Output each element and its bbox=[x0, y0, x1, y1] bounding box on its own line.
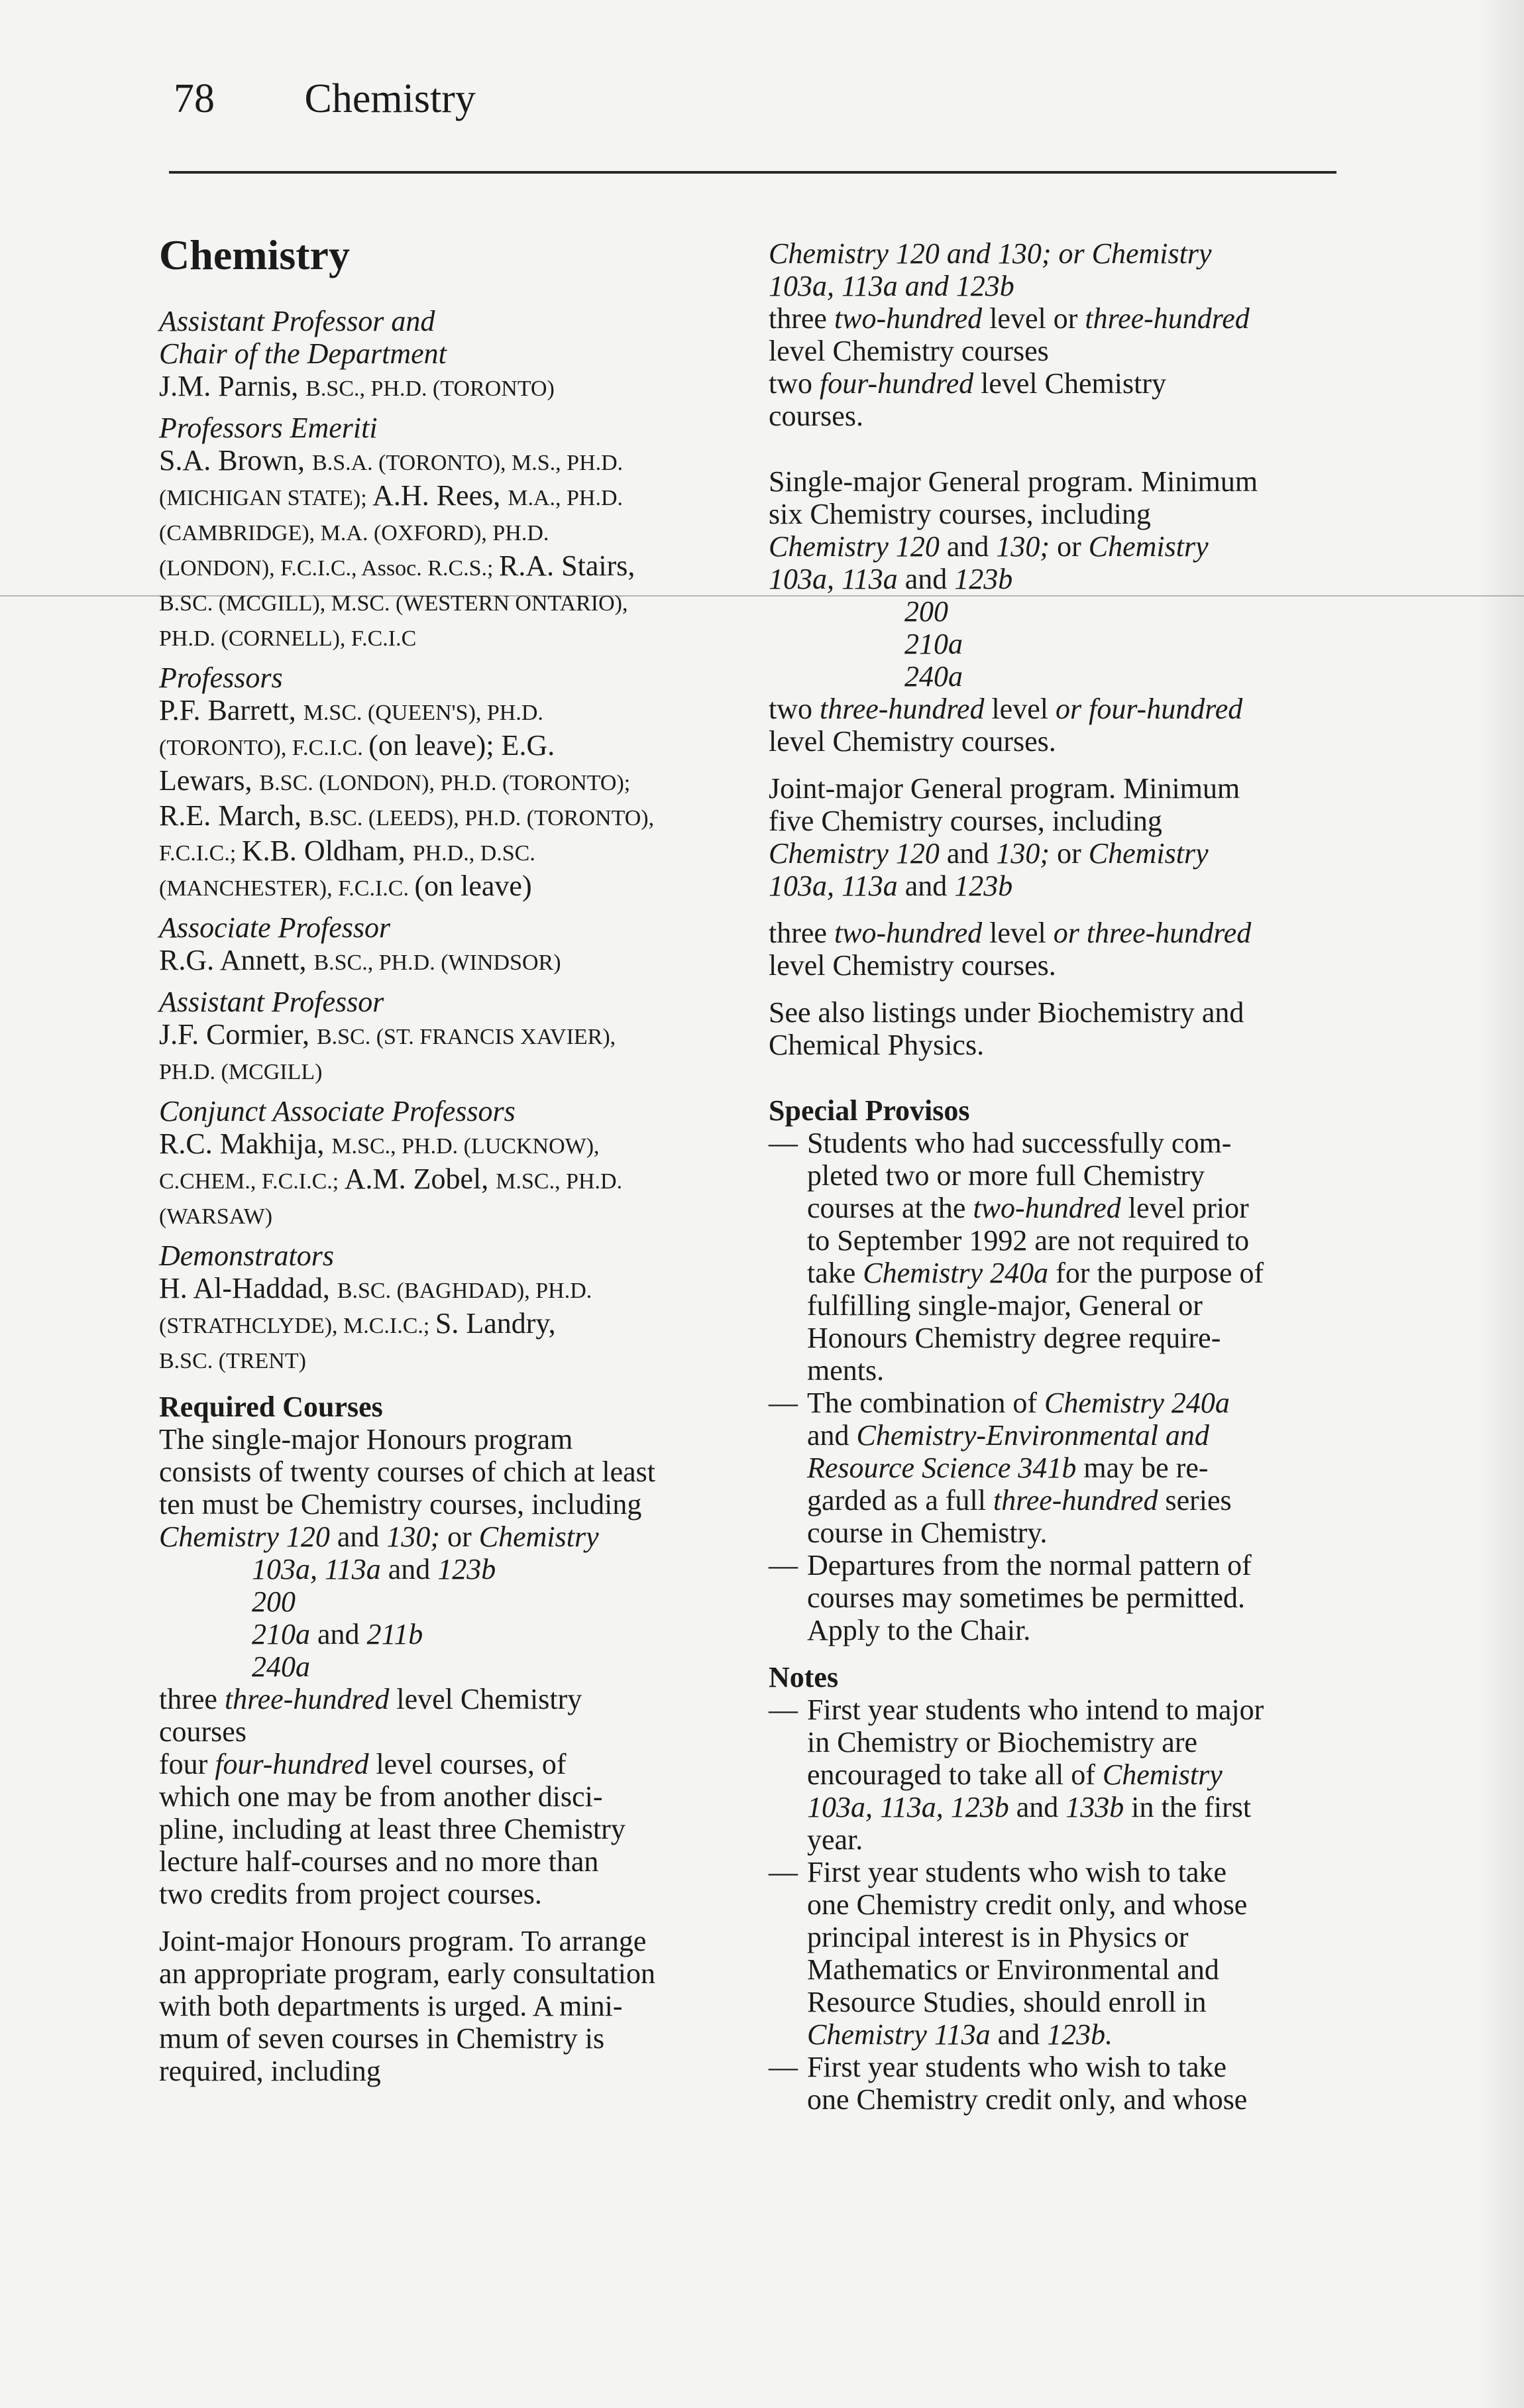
text-run: two bbox=[769, 693, 820, 725]
credential-text: B.SC. (ST. FRANCIS XAVIER), bbox=[316, 1025, 616, 1049]
required-courses-line bbox=[159, 2022, 742, 2055]
program-line bbox=[769, 837, 1338, 870]
page-edge-shadow bbox=[1478, 0, 1524, 2408]
required-courses-line bbox=[159, 1813, 742, 1845]
text-run: mum of seven courses in Chemistry is bbox=[159, 2022, 605, 2055]
program-line bbox=[769, 949, 1338, 982]
note-item bbox=[769, 1693, 1338, 1856]
italic-text: three-hundred bbox=[820, 693, 985, 725]
bullet-line bbox=[807, 1614, 1338, 1646]
faculty-entry-line bbox=[159, 444, 742, 479]
faculty-entry-line bbox=[159, 1307, 742, 1342]
program-line bbox=[769, 660, 1338, 693]
italic-text: two-hundred bbox=[973, 1192, 1121, 1224]
credential-text: (LONDON), F.C.I.C., Assoc. R.C.S.; bbox=[159, 556, 499, 581]
italic-text: Chemistry 120 bbox=[159, 1520, 330, 1553]
credential-text: (TORONTO), F.C.I.C. bbox=[159, 736, 369, 760]
text-run: S. Landry, bbox=[435, 1307, 556, 1340]
text-run: level bbox=[982, 917, 1054, 949]
required-courses-line bbox=[159, 1423, 742, 1456]
text-run: Single-major General program. Minimum bbox=[769, 465, 1258, 498]
text-run: encouraged to take all of bbox=[807, 1758, 1103, 1791]
faculty-entry-line bbox=[159, 1163, 742, 1198]
text-run: R.C. Makhija, bbox=[159, 1127, 332, 1160]
bullet-line bbox=[807, 2051, 1338, 2083]
text-run: six Chemistry courses, including bbox=[769, 498, 1151, 530]
italic-text: 123b bbox=[954, 563, 1013, 595]
text-run: two bbox=[769, 367, 820, 400]
bullet-line bbox=[807, 1289, 1338, 1322]
faculty-entry-line bbox=[159, 370, 742, 405]
text-run: and bbox=[807, 1419, 857, 1452]
faculty-entry-line bbox=[159, 870, 742, 905]
italic-text: Chemistry bbox=[1088, 837, 1209, 870]
faculty-entry-line bbox=[159, 1198, 742, 1233]
text-run: R.E. March, bbox=[159, 799, 309, 832]
text-run: and bbox=[897, 563, 955, 595]
credential-text: PH.D. (CORNELL), F.C.I.C bbox=[159, 626, 417, 651]
program-line bbox=[769, 563, 1338, 595]
text-run: courses at the bbox=[807, 1192, 973, 1224]
faculty-rank: Professors bbox=[159, 661, 283, 694]
italic-text: 103a, 113a and 123b bbox=[769, 270, 1014, 302]
italic-text: 123b. bbox=[1047, 2018, 1113, 2051]
faculty-entry-line bbox=[159, 1018, 742, 1053]
credential-text: B.S.A. (TORONTO), M.S., PH.D. bbox=[312, 451, 624, 475]
program-line bbox=[769, 870, 1338, 902]
program-line bbox=[769, 335, 1338, 367]
text-run: The combination of bbox=[807, 1387, 1045, 1419]
bullet-line bbox=[807, 1387, 1338, 1419]
text-run: P.F. Barrett, bbox=[159, 694, 303, 726]
italic-text: or four-hundred bbox=[1055, 693, 1243, 725]
bullet-line bbox=[807, 1549, 1338, 1581]
credential-text: B.SC., PH.D. (WINDSOR) bbox=[313, 950, 561, 975]
text-run: Mathematics or Environmental and bbox=[807, 1953, 1219, 1986]
text-run: one Chemistry credit only, and whose bbox=[807, 2083, 1248, 2116]
credential-text: (MANCHESTER), F.C.I.C. bbox=[159, 876, 415, 901]
text-run: which one may be from another disci- bbox=[159, 1780, 603, 1813]
text-run: and bbox=[939, 530, 997, 563]
faculty-rank: Chair of the Department bbox=[159, 337, 447, 370]
italic-text: Chemistry 120 bbox=[769, 837, 940, 870]
required-courses-line bbox=[159, 1925, 742, 1957]
text-run: First year students who wish to take bbox=[807, 1856, 1227, 1888]
bullet-line bbox=[807, 1192, 1338, 1224]
faculty-entry-line bbox=[159, 1342, 742, 1377]
bullet-line bbox=[807, 1127, 1338, 1159]
credential-text: B.SC. (TRENT) bbox=[159, 1349, 306, 1373]
note-item bbox=[769, 1856, 1338, 2051]
faculty-entry-line bbox=[159, 585, 742, 620]
required-courses-line bbox=[159, 1650, 742, 1683]
em-dash-bullet: — bbox=[769, 1693, 798, 1726]
text-run: garded as a full bbox=[807, 1484, 993, 1517]
faculty-rank: Assistant Professor and bbox=[159, 305, 435, 337]
bullet-line bbox=[807, 1758, 1338, 1791]
text-run: principal interest is in Physics or bbox=[807, 1921, 1189, 1953]
required-courses-line bbox=[159, 2055, 742, 2087]
bullet-line bbox=[807, 2083, 1338, 2116]
program-line bbox=[769, 1029, 1338, 1061]
italic-text: three-hundred bbox=[224, 1683, 390, 1715]
text-run: required, including bbox=[159, 2055, 381, 2087]
text-run: ten must be Chemistry courses, including bbox=[159, 1488, 642, 1520]
text-run: Apply to the Chair. bbox=[807, 1614, 1031, 1646]
text-run: Honours Chemistry degree require- bbox=[807, 1322, 1221, 1354]
required-courses-line bbox=[159, 1683, 742, 1715]
program-line bbox=[769, 270, 1338, 302]
italic-text: 123b bbox=[437, 1553, 496, 1585]
text-run: Joint-major General program. Minimum bbox=[769, 772, 1240, 805]
required-courses-line bbox=[159, 1488, 742, 1520]
page-number: 78 bbox=[174, 76, 215, 121]
text-run: level Chemistry courses. bbox=[769, 725, 1056, 758]
italic-text: 210a bbox=[904, 628, 963, 660]
text-run: level prior bbox=[1120, 1192, 1249, 1224]
text-run: (on leave) bbox=[414, 870, 532, 902]
italic-text: 200 bbox=[904, 595, 948, 628]
text-run: First year students who intend to major bbox=[807, 1693, 1264, 1726]
text-run: courses. bbox=[769, 400, 863, 432]
text-run: Resource Studies, should enroll in bbox=[807, 1986, 1207, 2018]
text-run: or bbox=[1050, 530, 1089, 563]
required-courses-line bbox=[159, 1520, 742, 1553]
program-line bbox=[769, 996, 1338, 1029]
text-run: The single-major Honours program bbox=[159, 1423, 573, 1456]
text-run: five Chemistry courses, including bbox=[769, 805, 1162, 837]
credential-text: PH.D. (MCGILL) bbox=[159, 1060, 323, 1084]
text-run: R.A. Stairs, bbox=[499, 549, 635, 582]
program-line bbox=[769, 693, 1338, 725]
italic-text: 123b bbox=[954, 870, 1013, 902]
italic-text: 103a, 113a bbox=[769, 870, 898, 902]
bullet-line bbox=[807, 1921, 1338, 1953]
italic-text: 130; bbox=[996, 837, 1050, 870]
program-line bbox=[769, 772, 1338, 805]
text-run: may be re- bbox=[1076, 1452, 1209, 1484]
faculty-entry-line bbox=[159, 1272, 742, 1307]
text-run: an appropriate program, early consultation bbox=[159, 1957, 655, 1990]
required-courses-line bbox=[159, 1957, 742, 1990]
text-run: Lewars, bbox=[159, 764, 260, 797]
faculty-entry-line bbox=[159, 944, 742, 979]
text-run: (on leave); E.G. bbox=[368, 729, 555, 762]
bullet-line bbox=[807, 1581, 1338, 1614]
faculty-entry-line bbox=[159, 549, 742, 585]
italic-text: 133b bbox=[1065, 1791, 1124, 1823]
bullet-line bbox=[807, 1159, 1338, 1192]
faculty-entry-line bbox=[159, 1053, 742, 1088]
bullet-line bbox=[807, 1257, 1338, 1289]
text-run: J.F. Cormier, bbox=[159, 1018, 317, 1051]
italic-text: Chemistry-Environmental and bbox=[856, 1419, 1209, 1452]
text-run: take bbox=[807, 1257, 863, 1289]
required-courses-line bbox=[159, 1845, 742, 1878]
italic-text: four-hundred bbox=[820, 367, 974, 400]
credential-text: (WARSAW) bbox=[159, 1204, 273, 1229]
italic-text: 103a, 113a bbox=[769, 563, 898, 595]
em-dash-bullet: — bbox=[769, 1127, 798, 1159]
faculty-entry-line bbox=[159, 479, 742, 514]
text-run: First year students who wish to take bbox=[807, 2051, 1227, 2083]
bullet-line bbox=[807, 1693, 1338, 1726]
text-run: pleted two or more full Chemistry bbox=[807, 1159, 1205, 1192]
text-run: pline, including at least three Chemistry bbox=[159, 1813, 626, 1845]
required-courses-line bbox=[159, 1585, 742, 1618]
faculty-entry-line bbox=[159, 620, 742, 655]
text-run: and bbox=[1008, 1791, 1066, 1823]
text-run: level Chemistry bbox=[389, 1683, 582, 1715]
text-run: year. bbox=[807, 1823, 863, 1856]
text-run: to September 1992 are not required to bbox=[807, 1224, 1250, 1257]
italic-text: Chemistry bbox=[478, 1520, 599, 1553]
text-run: level bbox=[984, 693, 1056, 725]
required-courses-line bbox=[159, 1618, 742, 1650]
required-courses-line bbox=[159, 1990, 742, 2022]
credential-text: M.SC., PH.D. (LUCKNOW), bbox=[331, 1134, 600, 1159]
credential-text: (STRATHCLYDE), M.C.I.C.; bbox=[159, 1314, 435, 1338]
text-run: course in Chemistry. bbox=[807, 1517, 1048, 1549]
text-run: Joint-major Honours program. To arrange bbox=[159, 1925, 647, 1957]
credential-text: (CAMBRIDGE), M.A. (OXFORD), PH.D. bbox=[159, 521, 549, 545]
required-courses-line bbox=[159, 1748, 742, 1780]
credential-text: M.SC. (QUEEN'S), PH.D. bbox=[303, 701, 543, 725]
program-line bbox=[769, 302, 1338, 335]
text-run: Departures from the normal pattern of bbox=[807, 1549, 1252, 1581]
credential-text: B.SC., PH.D. (TORONTO) bbox=[305, 376, 555, 401]
proviso-item bbox=[769, 1127, 1338, 1387]
text-run: level Chemistry courses. bbox=[769, 949, 1056, 982]
credential-text: PH.D., D.SC. bbox=[412, 841, 535, 866]
bullet-line bbox=[807, 1322, 1338, 1354]
italic-text: 210a bbox=[252, 1618, 310, 1650]
text-run: and bbox=[897, 870, 955, 902]
required-courses-line bbox=[159, 1780, 742, 1813]
credential-text: B.SC. (BAGHDAD), PH.D. bbox=[337, 1279, 592, 1303]
program-line bbox=[769, 400, 1338, 432]
program-line bbox=[769, 595, 1338, 628]
italic-text: 211b bbox=[366, 1618, 423, 1650]
required-courses-heading: Required Courses bbox=[159, 1391, 383, 1423]
text-run: series bbox=[1158, 1484, 1232, 1517]
text-run: A.M. Zobel, bbox=[344, 1163, 496, 1195]
text-run: three bbox=[769, 302, 834, 335]
program-line bbox=[769, 530, 1338, 563]
faculty-entry-line bbox=[159, 694, 742, 729]
faculty-entry-line bbox=[159, 514, 742, 549]
em-dash-bullet: — bbox=[769, 2051, 798, 2083]
faculty-rank: Demonstrators bbox=[159, 1239, 335, 1272]
text-run: in Chemistry or Biochemistry are bbox=[807, 1726, 1197, 1758]
italic-text: 130; bbox=[386, 1520, 441, 1553]
left-column bbox=[159, 232, 742, 2087]
credential-text: B.SC. (LEEDS), PH.D. (TORONTO), bbox=[309, 806, 655, 831]
italic-text: 103a, 113a, 123b bbox=[807, 1791, 1009, 1823]
text-run: two credits from project courses. bbox=[159, 1878, 542, 1910]
italic-text: Chemistry 120 bbox=[769, 530, 940, 563]
text-run: fulfilling single-major, General or bbox=[807, 1289, 1203, 1322]
text-run: and bbox=[380, 1553, 438, 1585]
faculty-entry-line bbox=[159, 729, 742, 764]
text-run: one Chemistry credit only, and whose bbox=[807, 1888, 1248, 1921]
text-run: J.M. Parnis, bbox=[159, 370, 306, 402]
program-line bbox=[769, 367, 1338, 400]
italic-text: Chemistry 240a bbox=[863, 1257, 1049, 1289]
text-run: ments. bbox=[807, 1354, 885, 1387]
faculty-rank: Conjunct Associate Professors bbox=[159, 1095, 516, 1127]
program-line bbox=[769, 628, 1338, 660]
program-line bbox=[769, 805, 1338, 837]
text-run: three bbox=[769, 917, 834, 949]
required-courses-line bbox=[159, 1456, 742, 1488]
italic-text: 130; bbox=[996, 530, 1050, 563]
required-courses-line bbox=[159, 1715, 742, 1748]
bullet-line bbox=[807, 1986, 1338, 2018]
text-run: K.B. Oldham, bbox=[241, 834, 413, 867]
italic-text: four-hundred bbox=[215, 1748, 369, 1780]
bullet-line bbox=[807, 2018, 1338, 2051]
credential-text: B.SC. (MCGILL), M.SC. (WESTERN ONTARIO), bbox=[159, 591, 628, 616]
bullet-line bbox=[807, 1888, 1338, 1921]
program-line bbox=[769, 465, 1338, 498]
bullet-line bbox=[807, 1452, 1338, 1484]
faculty-entry-line bbox=[159, 834, 742, 870]
special-provisos-heading: Special Provisos bbox=[769, 1094, 970, 1127]
text-run: lecture half-courses and no more than bbox=[159, 1845, 599, 1878]
text-run: A.H. Rees, bbox=[372, 479, 508, 512]
italic-text: 240a bbox=[252, 1650, 310, 1683]
text-run: three bbox=[159, 1683, 225, 1715]
credential-text: B.SC. (LONDON), PH.D. (TORONTO); bbox=[259, 771, 631, 795]
text-run: R.G. Annett, bbox=[159, 944, 314, 976]
bullet-line bbox=[807, 1856, 1338, 1888]
text-run: level Chemistry bbox=[973, 367, 1166, 400]
program-line bbox=[769, 237, 1338, 270]
right-column bbox=[769, 237, 1338, 2116]
credential-text: M.A., PH.D. bbox=[508, 486, 624, 510]
text-run: for the purpose of bbox=[1048, 1257, 1264, 1289]
running-title: Chemistry bbox=[304, 76, 476, 121]
faculty-entry-line bbox=[159, 764, 742, 799]
text-run: and bbox=[329, 1520, 387, 1553]
proviso-item bbox=[769, 1549, 1338, 1646]
credential-text: C.CHEM., F.C.I.C.; bbox=[159, 1169, 345, 1194]
text-run: S.A. Brown, bbox=[159, 444, 313, 477]
italic-text: Chemistry bbox=[1088, 530, 1209, 563]
text-run: courses bbox=[159, 1715, 246, 1748]
proviso-item bbox=[769, 1387, 1338, 1549]
notes-heading: Notes bbox=[769, 1661, 839, 1693]
program-requirements bbox=[769, 237, 1338, 1061]
bullet-line bbox=[807, 1354, 1338, 1387]
bullet-line bbox=[807, 1953, 1338, 1986]
section-title: Chemistry bbox=[159, 231, 350, 278]
text-run: and bbox=[939, 837, 997, 870]
text-run: or bbox=[1050, 837, 1089, 870]
italic-text: three-hundred bbox=[993, 1484, 1158, 1517]
program-line bbox=[769, 725, 1338, 758]
text-run: level or bbox=[982, 302, 1085, 335]
text-run: H. Al-Haddad, bbox=[159, 1272, 337, 1304]
italic-text: Chemistry bbox=[1102, 1758, 1223, 1791]
notes-list bbox=[769, 1693, 1338, 2116]
italic-text: Resource Science 341b bbox=[807, 1452, 1077, 1484]
em-dash-bullet: — bbox=[769, 1387, 798, 1419]
bullet-line bbox=[807, 1484, 1338, 1517]
text-run: consists of twenty courses of chich at least bbox=[159, 1456, 656, 1488]
italic-text: Chemistry 240a bbox=[1044, 1387, 1230, 1419]
bullet-line bbox=[807, 1224, 1338, 1257]
staff-list bbox=[159, 305, 742, 1377]
program-line bbox=[769, 498, 1338, 530]
credential-text: (MICHIGAN STATE); bbox=[159, 486, 373, 510]
italic-text: two-hundred bbox=[834, 302, 983, 335]
bullet-line bbox=[807, 1726, 1338, 1758]
text-run: and bbox=[990, 2018, 1048, 2051]
note-item bbox=[769, 2051, 1338, 2116]
required-courses-line bbox=[159, 1553, 742, 1585]
special-provisos-list bbox=[769, 1127, 1338, 1646]
header-rule bbox=[169, 171, 1336, 174]
italic-text: or three-hundred bbox=[1053, 917, 1252, 949]
text-run: in the first bbox=[1124, 1791, 1252, 1823]
required-courses-text bbox=[159, 1423, 742, 2087]
text-run: four bbox=[159, 1748, 215, 1780]
text-run: See also listings under Biochemistry and bbox=[769, 996, 1244, 1029]
credential-text: M.SC., PH.D. bbox=[496, 1169, 623, 1194]
italic-text: Chemistry 113a bbox=[807, 2018, 991, 2051]
text-run: Students who had successfully com- bbox=[807, 1127, 1232, 1159]
italic-text: 200 bbox=[252, 1585, 296, 1618]
text-run: or bbox=[440, 1520, 479, 1553]
italic-text: Chemistry 120 and 130; or Chemistry bbox=[769, 237, 1212, 270]
bullet-line bbox=[807, 1419, 1338, 1452]
required-courses-line bbox=[159, 1878, 742, 1910]
text-run: Chemical Physics. bbox=[769, 1029, 985, 1061]
faculty-rank: Assistant Professor bbox=[159, 986, 384, 1018]
italic-text: 103a, 113a bbox=[252, 1553, 381, 1585]
bullet-line bbox=[807, 1517, 1338, 1549]
faculty-rank: Professors Emeriti bbox=[159, 412, 378, 444]
em-dash-bullet: — bbox=[769, 1549, 798, 1581]
italic-text: two-hundred bbox=[834, 917, 983, 949]
bullet-line bbox=[807, 1823, 1338, 1856]
bullet-line bbox=[807, 1791, 1338, 1823]
italic-text: 240a bbox=[904, 660, 963, 693]
faculty-entry-line bbox=[159, 1127, 742, 1163]
italic-text: three-hundred bbox=[1085, 302, 1250, 335]
text-run: and bbox=[310, 1618, 367, 1650]
faculty-entry-line bbox=[159, 799, 742, 834]
text-run: courses may sometimes be permitted. bbox=[807, 1581, 1246, 1614]
em-dash-bullet: — bbox=[769, 1856, 798, 1888]
running-header bbox=[174, 78, 476, 119]
faculty-rank: Associate Professor bbox=[159, 911, 391, 944]
program-line bbox=[769, 917, 1338, 949]
credential-text: F.C.I.C.; bbox=[159, 841, 242, 866]
text-run: with both departments is urged. A mini- bbox=[159, 1990, 623, 2022]
text-run: level courses, of bbox=[368, 1748, 567, 1780]
text-run: level Chemistry courses bbox=[769, 335, 1049, 367]
